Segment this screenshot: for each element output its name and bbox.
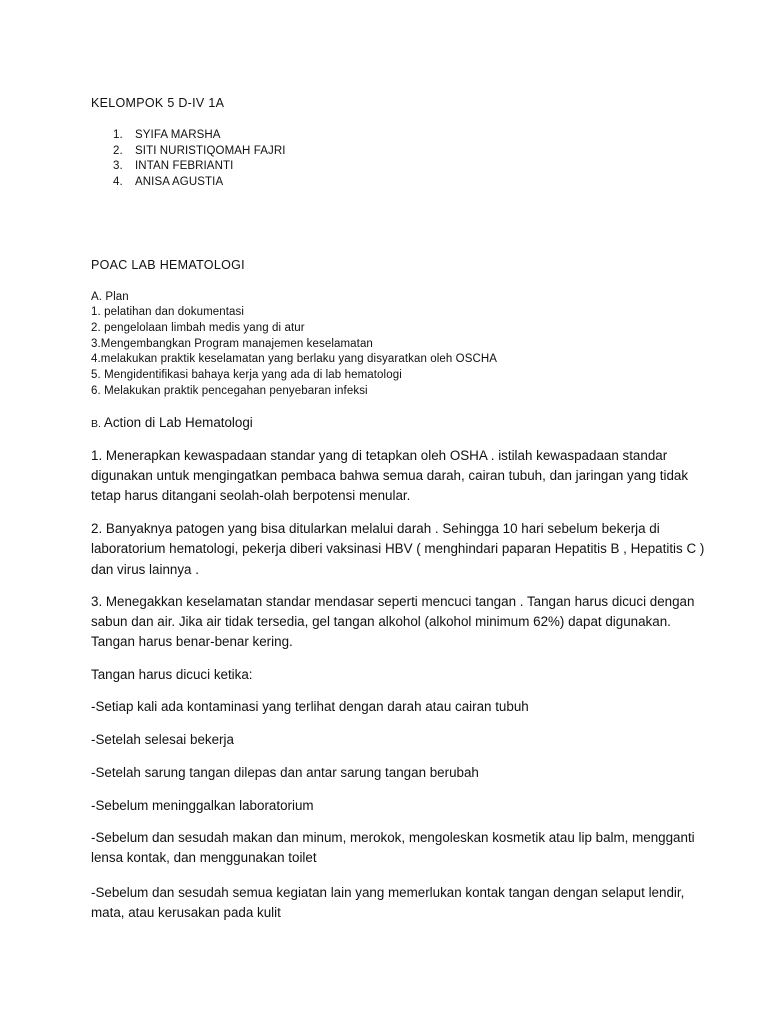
paragraph-line: tetap harus ditangani seolah-olah berpotensi menular. bbox=[91, 488, 411, 503]
plan-item: 4.melakukan praktik keselamatan yang berlaku yang disyaratkan oleh OSCHA bbox=[91, 353, 498, 365]
member-list-item bbox=[113, 143, 286, 159]
wash-item: -Sebelum dan sesudah makan dan minum, merokok, mengoleskan kosmetik atau lip balm, mengganti bbox=[91, 830, 695, 845]
wash-item-continuation: mata, atau kerusakan pada kulit bbox=[91, 905, 281, 920]
paragraph-line: 1. Menerapkan kewaspadaan standar yang di tetapkan oleh OSHA . istilah kewaspadaan standar bbox=[91, 448, 668, 463]
paragraph-line: sabun dan air. Jika air tidak tersedia, gel tangan alkohol (alkohol minimum 62%) dapat digunakan. bbox=[91, 614, 671, 629]
group-title: KELOMPOK 5 D-IV 1A bbox=[91, 96, 225, 110]
member-number: 2. bbox=[113, 145, 123, 157]
paragraph-line: laboratorium hematologi, pekerja diberi vaksinasi HBV ( menghindari paparan Hepatitis B , Hepatitis C ) bbox=[91, 541, 705, 556]
member-number: 3. bbox=[113, 160, 123, 172]
paragraph-line: 3. Menegakkan keselamatan standar mendasar seperti mencuci tangan . Tangan harus dicuci dengan bbox=[91, 594, 695, 609]
member-list-item bbox=[113, 158, 233, 174]
section-title: POAC LAB HEMATOLOGI bbox=[91, 258, 245, 272]
wash-item: -Setelah sarung tangan dilepas dan antar sarung tangan berubah bbox=[91, 765, 479, 780]
paragraph-line: digunakan untuk mengingatkan pembaca bahwa semua darah, cairan tubuh, dan jaringan yang tidak bbox=[91, 468, 689, 483]
paragraph-line: 2. Banyaknya patogen yang bisa ditularkan melalui darah . Sehingga 10 hari sebelum bekerja di bbox=[91, 521, 660, 536]
paragraph-line: Tangan harus benar-benar kering. bbox=[91, 634, 293, 649]
wash-item: -Sebelum dan sesudah semua kegiatan lain yang memerlukan kontak tangan dengan selaput lendir, bbox=[91, 885, 685, 900]
paragraph-line: dan virus lainnya . bbox=[91, 562, 199, 577]
member-list-item bbox=[113, 174, 223, 190]
plan-item: 2. pengelolaan limbah medis yang di atur bbox=[91, 322, 305, 334]
wash-item: -Sebelum meninggalkan laboratorium bbox=[91, 798, 314, 813]
wash-heading: Tangan harus dicuci ketika: bbox=[91, 667, 253, 682]
plan-item: 6. Melakukan praktik pencegahan penyebaran infeksi bbox=[91, 385, 368, 397]
wash-item-continuation: lensa kontak, dan menggunakan toilet bbox=[91, 850, 317, 865]
member-number: 1. bbox=[113, 129, 123, 141]
member-name: SITI NURISTIQOMAH FAJRI bbox=[135, 145, 286, 157]
plan-item: 1. pelatihan dan dokumentasi bbox=[91, 306, 245, 318]
wash-item: -Setelah selesai bekerja bbox=[91, 732, 234, 747]
plan-item: 5. Mengidentifikasi bahaya kerja yang ada di lab hematologi bbox=[91, 369, 402, 381]
plan-item: 3.Mengembangkan Program manajemen keselamatan bbox=[91, 338, 373, 350]
plan-heading: A. Plan bbox=[91, 291, 129, 303]
member-name: ANISA AGUSTIA bbox=[135, 176, 224, 188]
action-label: B. bbox=[91, 418, 101, 430]
wash-item: -Setiap kali ada kontaminasi yang terlihat dengan darah atau cairan tubuh bbox=[91, 699, 529, 714]
member-name: SYIFA MARSHA bbox=[135, 129, 221, 141]
action-heading bbox=[91, 413, 253, 434]
action-heading-text: Action di Lab Hematologi bbox=[103, 415, 253, 430]
member-list-item bbox=[113, 127, 221, 143]
member-name: INTAN FEBRIANTI bbox=[135, 160, 234, 172]
member-number: 4. bbox=[113, 176, 123, 188]
